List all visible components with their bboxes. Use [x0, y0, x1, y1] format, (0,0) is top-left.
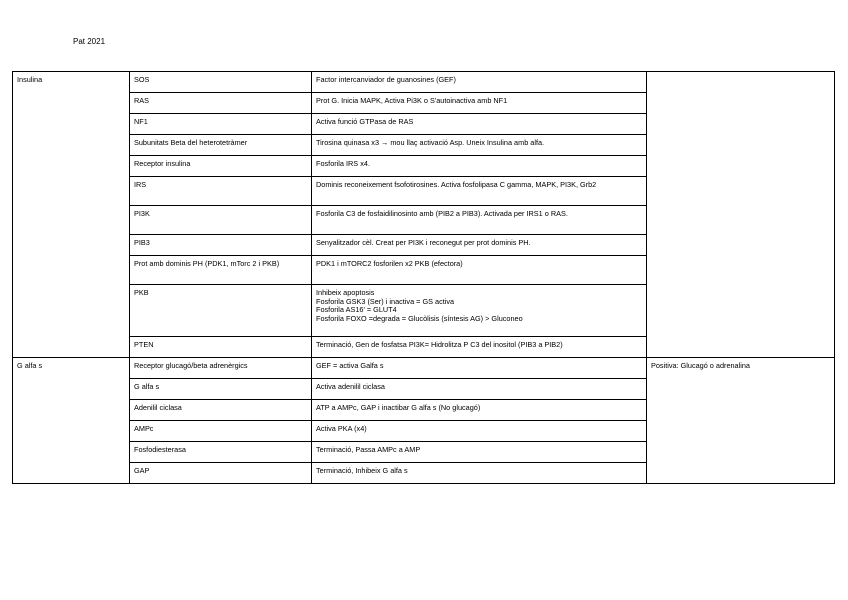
- component-name: PTEN: [130, 337, 312, 358]
- component-name: RAS: [130, 93, 312, 114]
- component-description: ATP a AMPc, GAP i inactibar G alfa s (No glucagó): [312, 400, 647, 421]
- component-name: PIB3: [130, 235, 312, 256]
- component-name: Fosfodiesterasa: [130, 442, 312, 463]
- group-label: Insulina: [13, 72, 130, 358]
- document-header: Pat 2021: [73, 37, 106, 46]
- table-row: [13, 358, 835, 379]
- component-description: Inhibeix apoptosis Fosforila GSK3 (Ser) i inactiva = GS activa Fosforila AS16' = GLUT4 Fosforila FOXO =degrada = Glucòlisis (síntesis AG) > Gluconeo: [312, 285, 647, 337]
- component-description: Fosforila IRS x4.: [312, 156, 647, 177]
- group-note: [647, 72, 835, 358]
- signaling-table: [12, 71, 835, 484]
- component-description: Activa PKA (x4): [312, 421, 647, 442]
- component-name: AMPc: [130, 421, 312, 442]
- component-description: Terminació, Inhibeix G alfa s: [312, 463, 647, 484]
- component-name: Subunitats Beta del heterotetràmer: [130, 135, 312, 156]
- component-description: Senyalitzador cèl. Creat per PI3K i reconegut per prot dominis PH.: [312, 235, 647, 256]
- table-row: [13, 72, 835, 93]
- component-description: PDK1 i mTORC2 fosforilen x2 PKB (efectora): [312, 256, 647, 285]
- group-note: Positiva: Glucagó o adrenalina: [647, 358, 835, 484]
- component-name: Receptor glucagó/beta adrenèrgics: [130, 358, 312, 379]
- component-description: Factor intercanviador de guanosines (GEF): [312, 72, 647, 93]
- component-name: PI3K: [130, 206, 312, 235]
- component-name: Receptor insulina: [130, 156, 312, 177]
- component-name: G alfa s: [130, 379, 312, 400]
- component-description: Activa adenilil ciclasa: [312, 379, 647, 400]
- component-description: Activa funció GTPasa de RAS: [312, 114, 647, 135]
- component-description: Fosforila C3 de fosfaidilinosinto amb (PIB2 a PIB3). Activada per IRS1 o RAS.: [312, 206, 647, 235]
- component-name: GAP: [130, 463, 312, 484]
- component-description: Terminació, Passa AMPc a AMP: [312, 442, 647, 463]
- component-name: PKB: [130, 285, 312, 337]
- component-description: GEF = activa Galfa s: [312, 358, 647, 379]
- group-label: G alfa s: [13, 358, 130, 484]
- component-description: Terminació, Gen de fosfatsa PI3K= Hidrolitza P C3 del inositol (PIB3 a PIB2): [312, 337, 647, 358]
- component-description: Prot G. Inicia MAPK, Activa Pi3K o S'autoinactiva amb NF1: [312, 93, 647, 114]
- component-name: SOS: [130, 72, 312, 93]
- component-description: Tirosina quinasa x3 → mou llaç activació Asp. Uneix Insulina amb alfa.: [312, 135, 647, 156]
- component-name: NF1: [130, 114, 312, 135]
- component-name: Adenilil ciclasa: [130, 400, 312, 421]
- component-description: Dominis reconeixement fsofotirosines. Activa fosfolipasa C gamma, MAPK, PI3K, Grb2: [312, 177, 647, 206]
- component-name: Prot amb dominis PH (PDK1, mTorc 2 i PKB): [130, 256, 312, 285]
- component-name: IRS: [130, 177, 312, 206]
